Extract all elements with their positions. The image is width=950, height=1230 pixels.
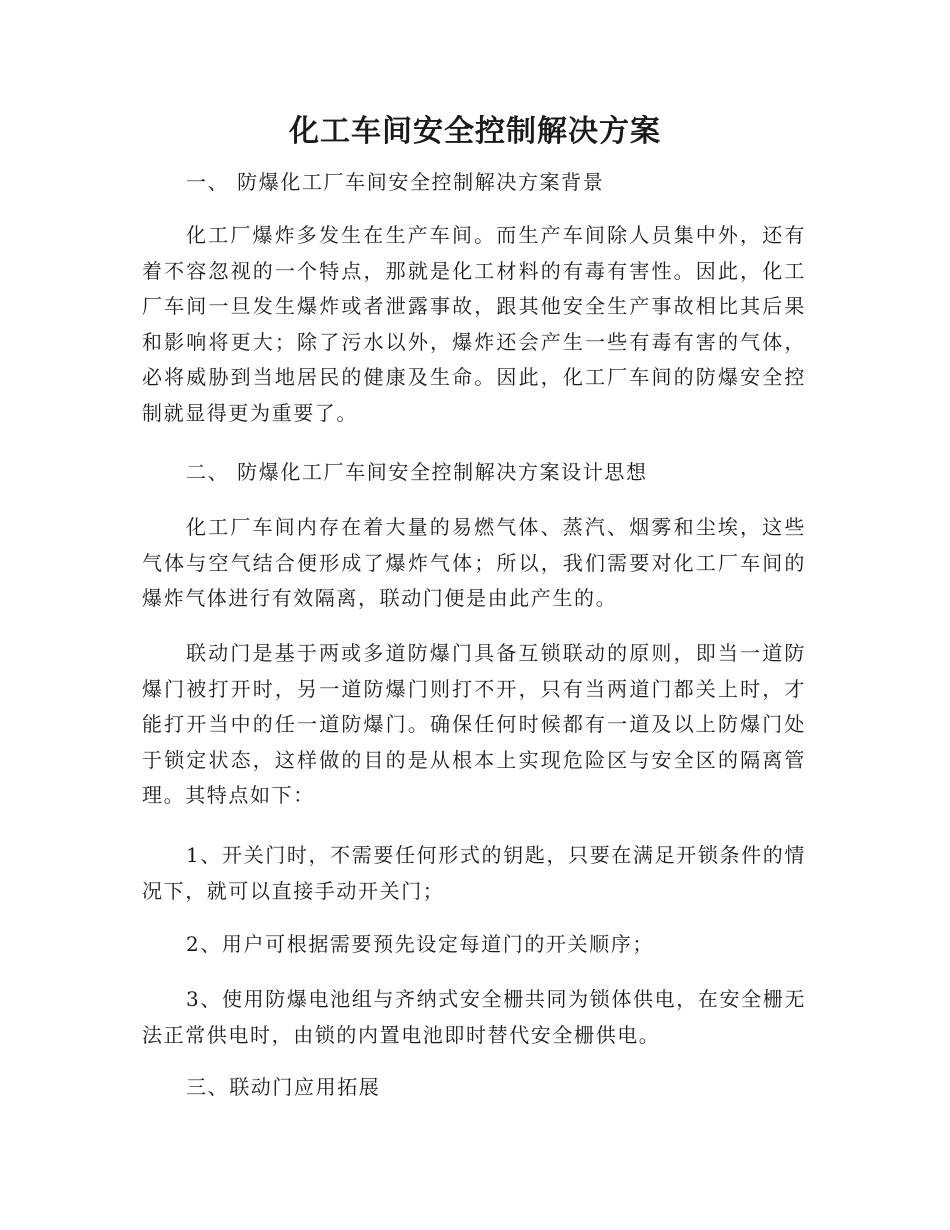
list-item-feature-3: 3、使用防爆电池组与齐纳式安全栅共同为锁体供电，在安全栅无法正常供电时，由锁的内置电池即时替代安全栅供电。 — [142, 987, 806, 1047]
section-heading-1: 一、 防爆化工厂车间安全控制解决方案背景 — [186, 170, 605, 194]
list-item-feature-2: 2、用户可根据需要预先设定每道门的开关顺序； — [186, 932, 654, 956]
paragraph-design-idea: 化工厂车间内存在着大量的易燃气体、蒸汽、烟雾和尘埃，这些气体与空气结合便形成了爆炸气体；所以，我们需要对化工厂车间的爆炸气体进行有效隔离，联动门便是由此产生的。 — [142, 515, 806, 610]
list-item-feature-1: 1、开关门时，不需要任何形式的钥匙，只要在满足开锁条件的情况下，就可以直接手动开关门； — [142, 843, 806, 903]
paragraph-interlock-principle: 联动门是基于两或多道防爆门具备互锁联动的原则，即当一道防爆门被打开时，另一道防爆门则打不开，只有当两道门都关上时，才能打开当中的任一道防爆门。确保任何时候都有一道及以上防爆门处于锁定状态，这样做的目的是从根本上实现危险区与安全区的隔离管理。其特点如下： — [142, 641, 806, 807]
document-title: 化工车间安全控制解决方案 — [289, 114, 661, 149]
paragraph-background: 化工厂爆炸多发生在生产车间。而生产车间除人员集中外，还有着不容忽视的一个特点，那就是化工材料的有毒有害性。因此，化工厂车间一旦发生爆炸或者泄露事故，跟其他安全生产事故相比其后果和影响将更大；除了污水以外，爆炸还会产生一些有毒有害的气体，必将威胁到当地居民的健康及生命。因此，化工厂车间的防爆安全控制就显得更为重要了。 — [142, 223, 806, 425]
section-heading-3: 三、联动门应用拓展 — [186, 1075, 381, 1099]
section-heading-2: 二、 防爆化工厂车间安全控制解决方案设计思想 — [186, 460, 648, 484]
